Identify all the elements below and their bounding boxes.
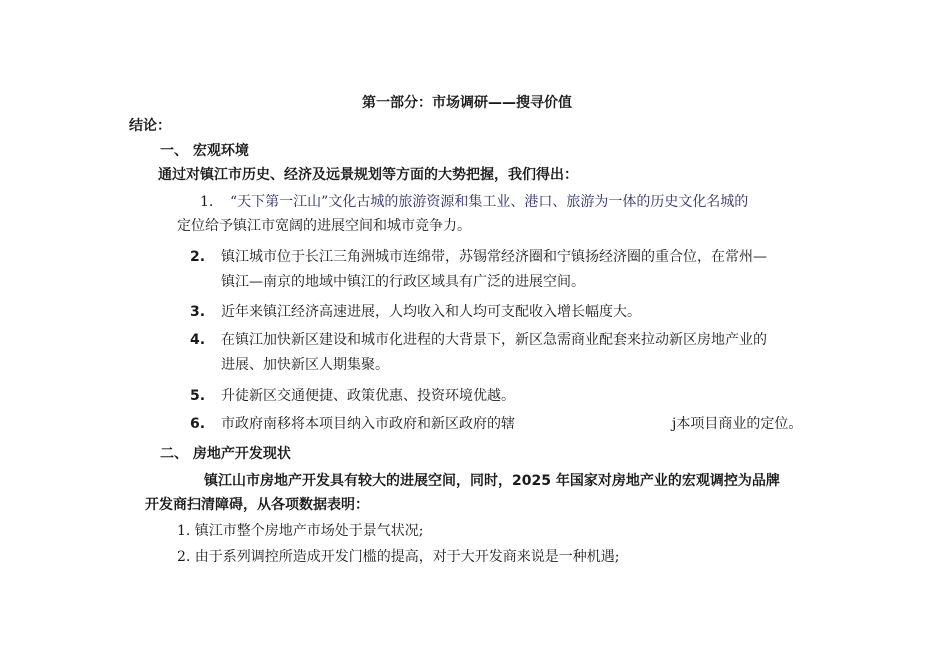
section2-item-2: 2. 由于系列调控所造成开发门槛的提高，对于大开发商来说是一种机遇;: [177, 549, 620, 565]
item-4-line1: 在镇江加快新区建设和城市化进程的大背景下，新区急需商业配套来拉动新区房地产业的: [221, 332, 767, 348]
item-6-line1-end: j本项目商业的定位。: [672, 416, 803, 432]
item-5-line1: 升徒新区交通便捷、政策优惠、投资环境优越。: [221, 388, 515, 404]
item-2-line2: 镇江—南京的地域中镇江的行政区域具有广泛的进展空间。: [221, 274, 585, 290]
item-1-number: 1.: [200, 194, 214, 210]
item-1-line1: “天下第一江山”文化古城的旅游资源和集工业、港口、旅游为一体的历史文化名城的: [230, 194, 749, 210]
item-3-line1: 近年来镇江经济高速进展，人均收入和人均可支配收入增长幅度大。: [221, 304, 641, 320]
item-4-line2: 进展、加快新区人期集聚。: [221, 357, 389, 373]
item-5-number: 5.: [190, 388, 206, 404]
section2-intro-line2: 开发商扫清障碍，从各项数据表明：: [145, 497, 369, 513]
section1-heading: 一、 宏观环境: [160, 143, 249, 159]
conclusion-label: 结论：: [129, 118, 171, 134]
section1-intro: 通过对镇江市历史、经济及远景规划等方面的大势把握，我们得出：: [158, 167, 578, 183]
part-title: 第一部分：市场调研——搜寻价值: [362, 95, 572, 111]
item-2-number: 2.: [190, 249, 206, 265]
section2-heading: 二、 房地产开发现状: [160, 446, 291, 462]
section2-item-1: 1. 镇江市整个房地产市场处于景气状况;: [177, 523, 424, 539]
item-6-number: 6.: [190, 416, 206, 432]
item-1-line2: 定位给予镇江市宽阔的进展空间和城市竞争力。: [177, 218, 471, 234]
item-4-number: 4.: [190, 332, 206, 348]
section2-intro-line1: 镇江山市房地产开发具有较大的进展空间，同时，2025 年国家对房地产业的宏观调控为品牌: [204, 473, 780, 489]
item-3-number: 3.: [190, 304, 206, 320]
item-6-line1-start: 市政府南移将本项目纳入市政府和新区政府的辖: [221, 416, 515, 432]
item-2-line1: 镇江城市位于长江三角洲城市连绵带，苏锡常经济圈和宁镇扬经济圈的重合位，在常州—: [221, 249, 767, 265]
